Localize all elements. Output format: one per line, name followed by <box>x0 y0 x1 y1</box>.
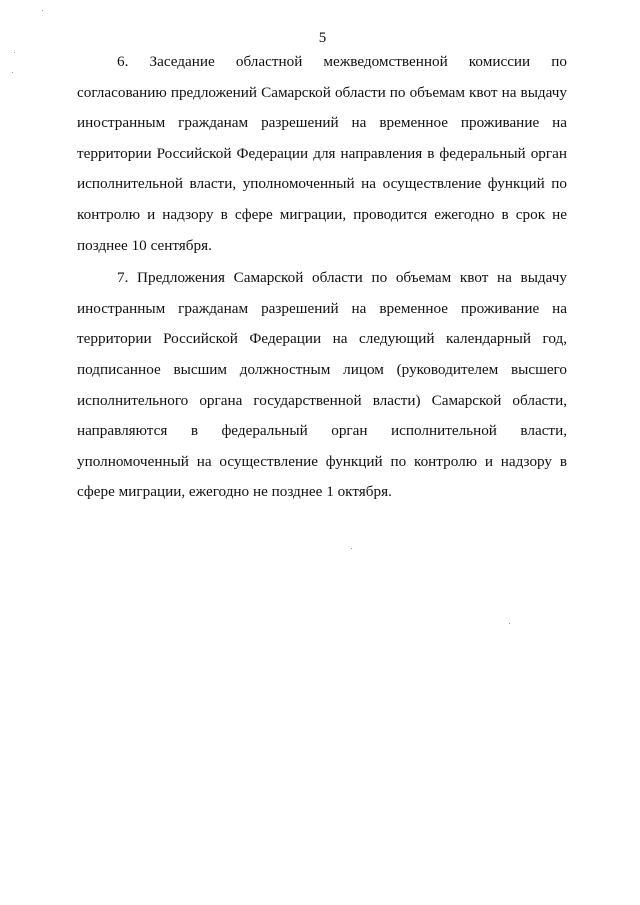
paragraph-7: 7. Предложения Самарской области по объемам квот на выдачу иностранным гражданам разрешений на временное проживание на территории Российской Федерации на следующий календарный год, подписанное высшим должностным лицом (руководителем высшего исполнительного органа государственной власти) Самарской области, направляются в федеральный орган исполнительной власти, уполномоченный на осуществление функций по контролю и надзору в сфере миграции, ежегодно не позднее 1 октября. <box>77 269 567 501</box>
scan-speck <box>14 52 15 53</box>
document-body <box>77 47 567 510</box>
paragraph-6: 6. Заседание областной межведомственной комиссии по согласованию предложений Самарской области по объемам квот на выдачу иностранным гражданам разрешений на временное проживание на территории Российской Федерации для направления в федеральный орган исполнительной власти, уполномоченный на осуществление функций по контролю и надзору в сфере миграции, проводится ежегодно в срок не позднее 10 сентября. <box>77 53 567 254</box>
scan-speck <box>509 623 510 624</box>
scan-speck <box>42 10 43 11</box>
scan-speck <box>351 548 352 549</box>
scan-speck <box>12 72 13 73</box>
page-number: 5 <box>318 30 327 46</box>
